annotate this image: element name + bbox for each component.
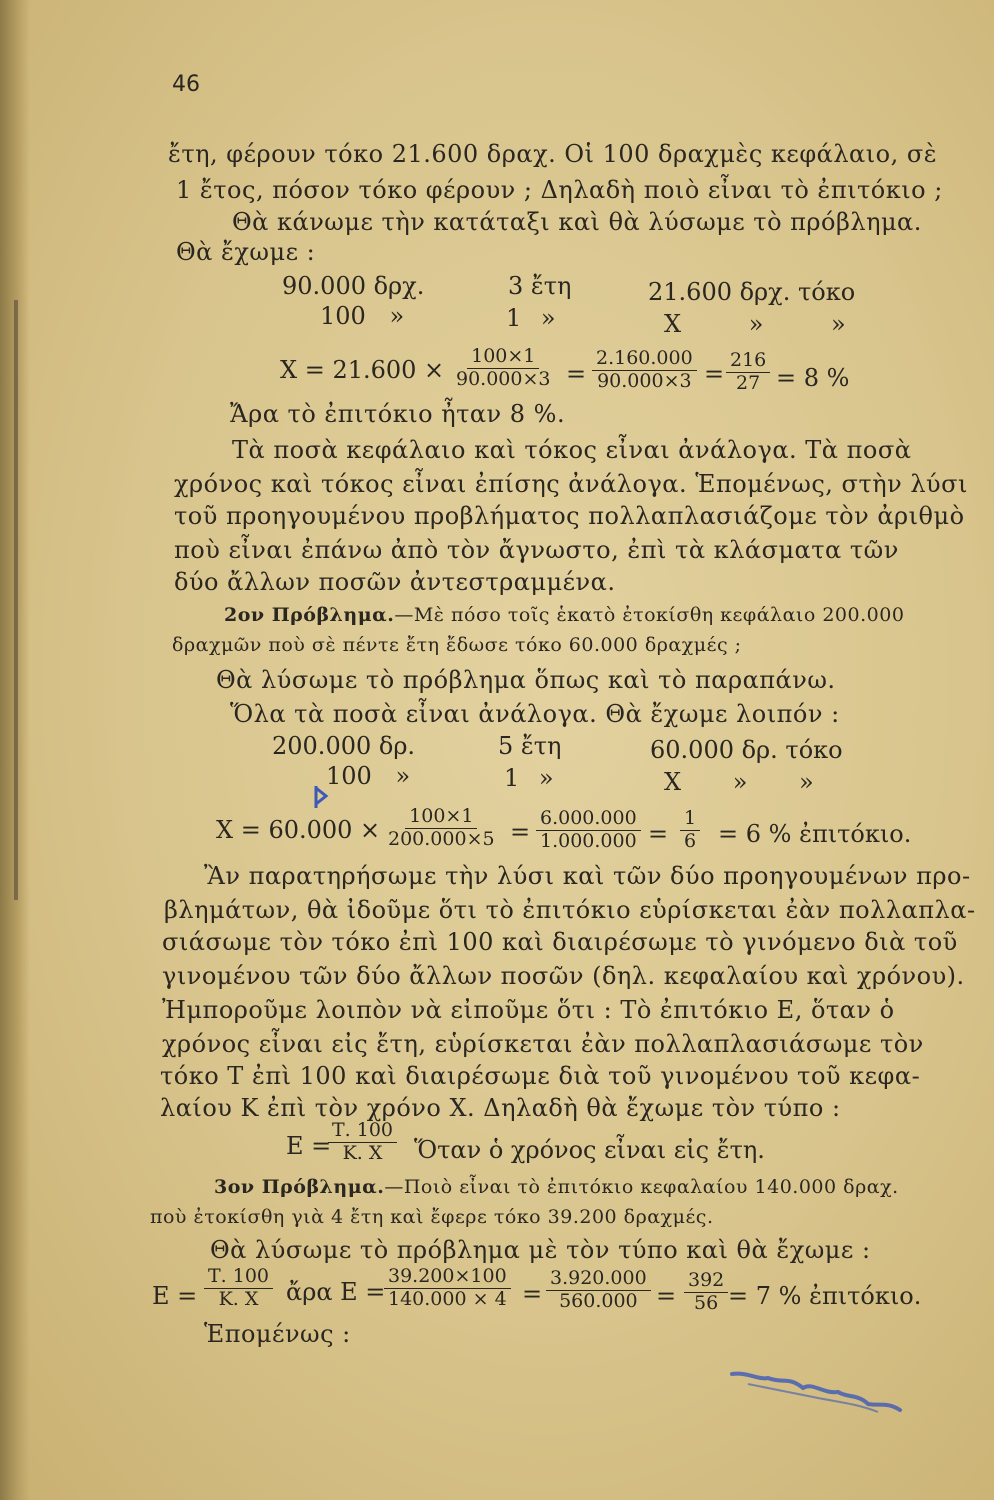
text-line: τόκο Τ ἐπὶ 100 καὶ διαιρέσωμε διὰ τοῦ γινομένου τοῦ κεφα- (160, 1062, 921, 1090)
equation-lhs: Χ = 21.600 × (280, 356, 445, 384)
formula-lhs: Ε = (286, 1132, 332, 1160)
fraction (384, 1266, 511, 1311)
ink-marker-icon (312, 782, 372, 812)
text-line: ποὺ ἐτοκίσθη γιὰ 4 ἔτη καὶ ἔφερε τόκο 39.200 δραχμές. (150, 1206, 714, 1228)
fraction-denominator: 6 (684, 829, 697, 852)
problem-3-statement (214, 1176, 956, 1198)
text-line: Ἂν παρατηρήσωμε τὴν λύσι καὶ τῶν δύο προηγουμένων προ- (204, 862, 971, 890)
fraction-numerator: 100×1 (467, 346, 539, 369)
text-line: τοῦ προηγουμένου προβλήματος πολλαπλασιάζομε τὸν ἀριθμὸ (174, 502, 965, 530)
problem-heading: 3ον Πρόβλημα. (214, 1176, 385, 1198)
text-line: δύο ἄλλων ποσῶν ἀντεστραμμένα. (174, 568, 616, 596)
spine-shadow (14, 300, 18, 900)
fraction (592, 348, 697, 393)
equation-lhs: Χ = 60.000 × (216, 816, 381, 844)
equation-result: = 8 % (776, 364, 850, 392)
text-line: γινομένου τῶν δύο ἄλλων ποσῶν (δηλ. κεφαλαίου καὶ χρόνου). (162, 962, 965, 990)
fraction-denominator: 1.000.000 (540, 829, 637, 852)
fraction-denominator: 56 (694, 1291, 719, 1314)
text-line: βλημάτων, θὰ ἰδοῦμε ὅτι τὸ ἐπιτόκιο εὑρίσκεται ἐὰν πολλαπλα- (164, 896, 976, 924)
fraction-denominator: 27 (736, 371, 761, 394)
fraction-denominator: Κ. Χ (342, 1141, 383, 1164)
fraction-denominator: 560.000 (559, 1289, 638, 1312)
problem-text: —Ποιὸ εἶναι τὸ ἐπιτόκιο κεφαλαίου 140.000 δραχ. (384, 1176, 899, 1198)
fraction-denominator: 90.000×3 (456, 367, 551, 390)
text-line: Θὰ κάνωμε τὴν κατάταξι καὶ θὰ λύσωμε τὸ πρόβλημα. (232, 208, 922, 236)
table-cell: 100 » (320, 302, 405, 330)
formula-note: Ὅταν ὁ χρόνος εἶναι εἰς ἔτη. (414, 1136, 765, 1164)
text-line: Ἠμποροῦμε λοιπὸν νὰ εἰποῦμε ὅτι : Τὸ ἐπιτόκιο Ε, ὅταν ὁ (162, 996, 895, 1024)
table-cell: 60.000 δρ. τόκο (650, 736, 843, 764)
fraction-numerator: 100×1 (405, 806, 477, 829)
fraction-numerator: 6.000.000 (536, 808, 641, 831)
equation-mid: ἄρα Ε = (286, 1278, 386, 1306)
text-line: χρόνος καὶ τόκος εἶναι ἐπίσης ἀνάλογα. Ἑπομένως, στὴν λύσι (174, 470, 968, 498)
text-line: Ὅλα τὰ ποσὰ εἶναι ἀνάλογα. Θὰ ἔχωμε λοιπόν : (230, 700, 840, 728)
text-line: Θὰ λύσωμε τὸ πρόβλημα μὲ τὸν τύπο καὶ θὰ ἔχωμε : (210, 1236, 871, 1264)
equals-sign: = (566, 360, 587, 388)
fraction-numerator: 39.200×100 (384, 1266, 511, 1289)
formula-fraction (328, 1120, 397, 1165)
equals-sign: = (656, 1282, 677, 1310)
table-cell: 21.600 δρχ. τόκο (648, 278, 856, 306)
table-cell: Χ » » (664, 768, 814, 796)
text-line: Ἄρα τὸ ἐπιτόκιο ἦταν 8 %. (230, 400, 566, 428)
fraction-denominator: Κ. Χ (218, 1287, 259, 1310)
table-cell: 1 » (504, 764, 554, 792)
text-line: Θὰ ἔχωμε : (176, 238, 316, 266)
equals-sign: = (522, 1280, 543, 1308)
table-cell: 200.000 δρ. (272, 732, 416, 760)
table-cell: 1 » (506, 304, 556, 332)
table-cell: 100 » (326, 762, 411, 790)
problem-text: —Μὲ πόσο τοῖς ἑκατὸ ἐτοκίσθη κεφάλαιο 200.000 (394, 604, 905, 626)
equation-result: = 6 % ἐπιτόκιο. (718, 820, 912, 848)
table-cell: Χ » » (664, 310, 846, 338)
page-number: 46 (172, 72, 200, 97)
ink-scribble-icon (728, 1362, 908, 1432)
fraction-numerator: 392 (684, 1270, 728, 1293)
text-line: σιάσωμε τὸν τόκο ἐπὶ 100 καὶ διαιρέσωμε τὸ γινόμενο διὰ τοῦ (162, 928, 958, 956)
fraction-numerator: 2.160.000 (592, 348, 697, 371)
fraction (204, 1266, 273, 1311)
problem-2-statement (224, 604, 960, 626)
text-line: λαίου Κ ἐπὶ τὸν χρόνο Χ. Δηλαδὴ θὰ ἔχωμε τὸν τύπο : (160, 1094, 841, 1122)
equation-lhs: Ε = (152, 1282, 198, 1310)
fraction-numerator: 216 (726, 350, 770, 373)
fraction (546, 1268, 651, 1313)
fraction-numerator: 3.920.000 (546, 1268, 651, 1291)
equals-sign: = (510, 818, 531, 846)
fraction (684, 1270, 728, 1315)
equals-sign: = (704, 360, 725, 388)
text-line: Ἑπομένως : (204, 1320, 351, 1348)
fraction-numerator: 1 (680, 808, 700, 831)
fraction-numerator: Τ. 100 (204, 1266, 273, 1289)
text-line: 1 ἔτος, πόσον τόκο φέρουν ; Δηλαδὴ ποιὸ εἶναι τὸ ἐπιτόκιο ; (176, 176, 943, 204)
fraction (726, 350, 770, 395)
text-line: χρόνος εἶναι εἰς ἔτη, εὑρίσκεται ἐὰν πολλαπλασιάσωμε τὸν (162, 1030, 924, 1058)
text-line: ἔτη, φέρουν τόκο 21.600 δραχ. Οἱ 100 δραχμὲς κεφάλαιο, σὲ (168, 140, 938, 168)
fraction (536, 808, 641, 853)
fraction (680, 808, 700, 853)
table-cell: 90.000 δρχ. (282, 272, 425, 300)
fraction (384, 806, 499, 851)
equation-result: = 7 % ἐπιτόκιο. (728, 1282, 922, 1310)
text-line: ποὺ εἶναι ἐπάνω ἀπὸ τὸν ἄγνωστο, ἐπὶ τὰ κλάσματα τῶν (174, 536, 899, 564)
fraction-denominator: 90.000×3 (597, 369, 692, 392)
fraction-denominator: 200.000×5 (388, 827, 495, 850)
text-line: Τὰ ποσὰ κεφάλαιο καὶ τόκος εἶναι ἀνάλογα. Τὰ ποσὰ (232, 436, 912, 464)
fraction-denominator: 140.000 × 4 (388, 1287, 507, 1310)
table-cell: 3 ἔτη (508, 272, 572, 300)
equals-sign: = (648, 820, 669, 848)
table-cell: 5 ἔτη (498, 732, 562, 760)
text-line: δραχμῶν ποὺ σὲ πέντε ἔτη ἔδωσε τόκο 60.000 δραχμές ; (172, 634, 742, 656)
text-line: Θὰ λύσωμε τὸ πρόβλημα ὅπως καὶ τὸ παραπάνω. (216, 666, 836, 694)
fraction-numerator: Τ. 100 (328, 1120, 397, 1143)
problem-heading: 2ον Πρόβλημα. (224, 604, 395, 626)
fraction (452, 346, 555, 391)
